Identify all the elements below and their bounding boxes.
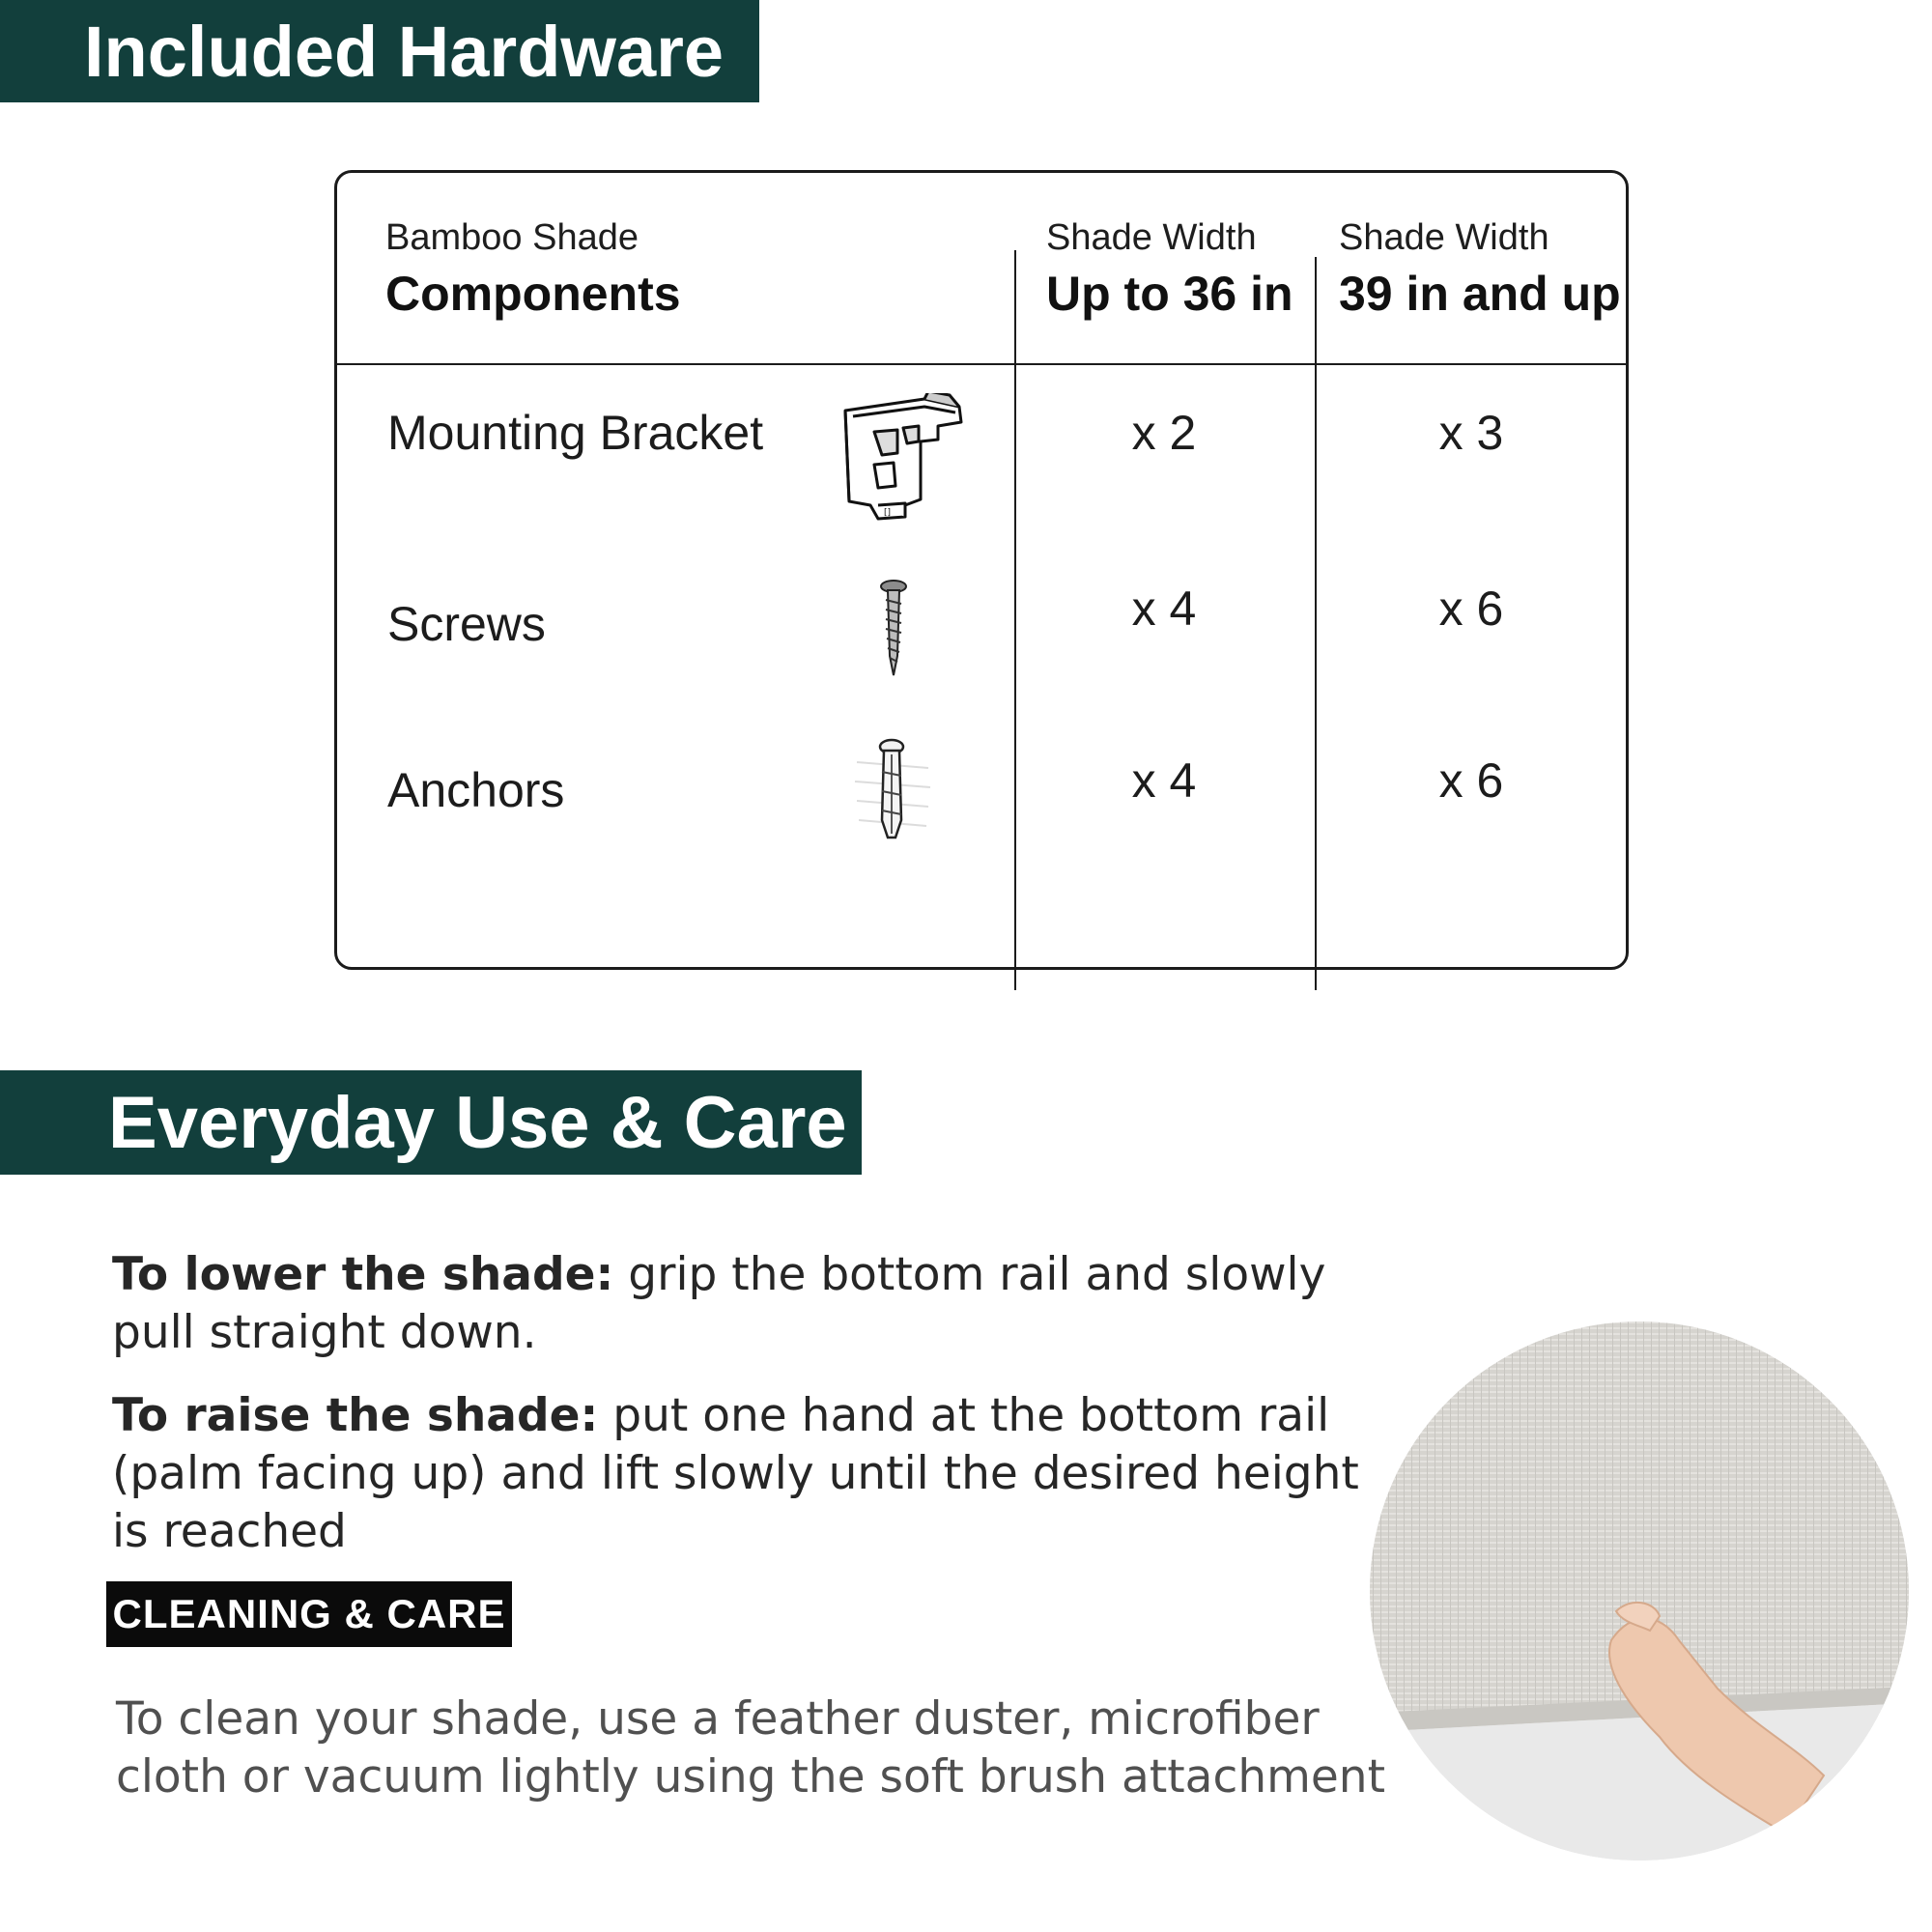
svg-text:[]: [] bbox=[884, 508, 892, 518]
components-header-caption: Bamboo Shade bbox=[385, 217, 639, 258]
lower-shade-text: grip the bottom rail and slowly pull straight down. bbox=[112, 1248, 1326, 1359]
large-width-header-caption: Shade Width bbox=[1339, 217, 1549, 258]
qty-large-bracket: x 3 bbox=[1438, 406, 1504, 460]
small-width-header: Up to 36 in bbox=[1046, 267, 1293, 321]
included-hardware-heading: Included Hardware bbox=[0, 0, 759, 102]
qty-small-screws: x 4 bbox=[1131, 582, 1197, 636]
components-header: Components bbox=[385, 267, 681, 321]
qty-small-bracket: x 2 bbox=[1131, 406, 1197, 460]
hardware-table bbox=[334, 170, 1629, 970]
screw-icon bbox=[874, 579, 913, 684]
large-width-header: 39 in and up bbox=[1339, 267, 1621, 321]
shade-fabric-photo bbox=[1370, 1321, 1909, 1861]
lower-shade-label: To lower the shade: bbox=[112, 1248, 614, 1301]
column-divider bbox=[1014, 250, 1016, 990]
qty-large-screws: x 6 bbox=[1438, 582, 1504, 636]
raise-shade-text: put one hand at the bottom rail (palm facing up) and lift slowly until the desired height is reached bbox=[112, 1389, 1359, 1558]
mounting-bracket-icon bbox=[836, 393, 967, 533]
table-row-label: Screws bbox=[387, 597, 546, 651]
column-divider bbox=[1315, 257, 1317, 990]
small-width-header-caption: Shade Width bbox=[1046, 217, 1257, 258]
cleaning-instruction: To clean your shade, use a feather duster, microfiber cloth or vacuum lightly using the soft brush attachment bbox=[116, 1692, 1386, 1804]
qty-large-anchors: x 6 bbox=[1438, 753, 1504, 808]
raise-shade-label: To raise the shade: bbox=[112, 1389, 599, 1442]
everyday-use-care-heading: Everyday Use & Care bbox=[0, 1070, 862, 1175]
qty-small-anchors: x 4 bbox=[1131, 753, 1197, 808]
cleaning-care-tag: CLEANING & CARE bbox=[106, 1581, 512, 1647]
wall-anchor-icon bbox=[849, 733, 936, 854]
lower-shade-instruction bbox=[112, 1246, 1387, 1362]
raise-shade-instruction bbox=[112, 1387, 1387, 1561]
header-divider bbox=[337, 363, 1626, 365]
table-row-label: Anchors bbox=[387, 763, 565, 817]
table-row-label: Mounting Bracket bbox=[387, 406, 764, 460]
